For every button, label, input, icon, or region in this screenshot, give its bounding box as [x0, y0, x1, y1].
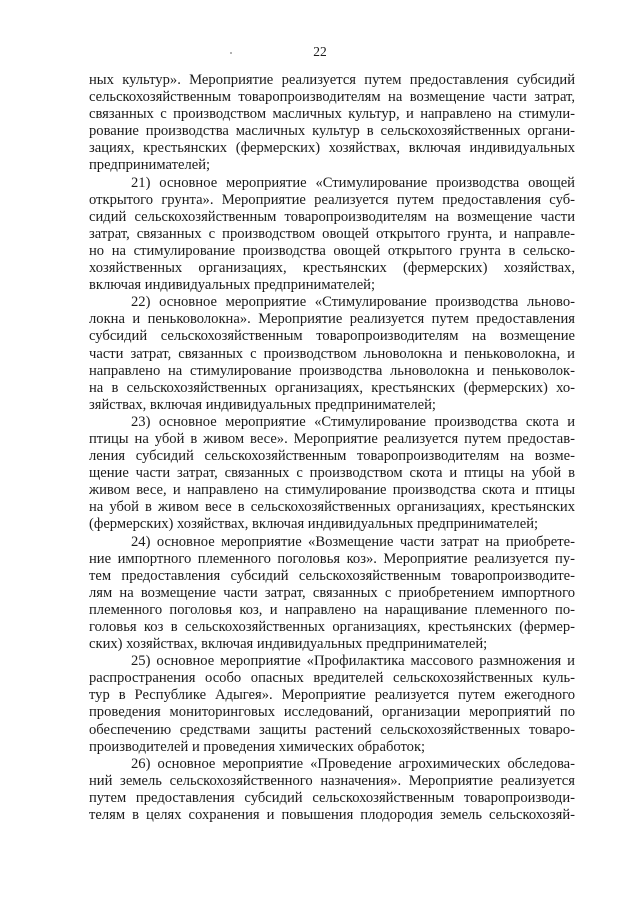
text-line: обеспечению средствами защиты растений сельскохозяйственных товаро-	[89, 721, 575, 738]
text-line: открытого грунта». Мероприятие реализуется путем предоставления суб-	[89, 191, 575, 208]
text-line: головья коз в сельскохозяйственных организациях, крестьянских (фермер-	[89, 619, 575, 635]
page-number: 22	[313, 44, 327, 59]
text-line: племенного поголовья коз, и направлено на наращивание племенного по-	[89, 601, 575, 618]
text-line: ных культур». Мероприятие реализуется путем предоставления субсидий	[89, 72, 575, 88]
text-line: ние импортного племенного поголовья коз». Мероприятие реализуется пу-	[89, 550, 575, 567]
text-line: распространения особо опасных вредителей сельскохозяйственных куль-	[89, 670, 575, 687]
text-line: 24) основное мероприятие «Возмещение части затрат на приобрете-	[131, 533, 575, 550]
text-line: щение части затрат, связанных с производством скота и птицы на убой в	[89, 465, 575, 482]
text-line: локна и пеньковолокна». Мероприятие реализуется путем предоставления	[89, 311, 575, 328]
text-line: предпринимателей;	[89, 157, 211, 174]
text-line: 22) основное мероприятие «Стимулирование производства льново-	[131, 294, 575, 311]
text-line: производителей и проведения химических обработок;	[89, 738, 426, 755]
text-line: проведения мониторинговых исследований, организации мероприятий по	[89, 704, 575, 721]
text-line: но на стимулирование производства овощей открытого грунта в сельско-	[89, 242, 575, 259]
text-line: направлено на стимулирование производства льноволокна и пеньковолок-	[89, 362, 575, 379]
text-line: части затрат, связанных с производством льноволокна и пеньковолокна, и	[89, 345, 575, 362]
text-line: затрат, связанных с производством овощей открытого грунта, и направле-	[89, 225, 575, 242]
text-line: 21) основное мероприятие «Стимулирование производства овощей	[131, 174, 575, 191]
text-line: (фермерских) хозяйствах, включая индивидуальных предпринимателей;	[89, 516, 539, 533]
text-line: ления субсидий сельскохозяйственным товаропроизводителям на возме-	[89, 448, 575, 465]
document-body	[89, 72, 575, 824]
text-line: 25) основное мероприятие «Профилактика массового размножения и	[131, 653, 575, 670]
text-line: ний земель сельскохозяйственного назначения». Мероприятие реализуется	[89, 772, 575, 789]
text-line: зяйствах, включая индивидуальных предпринимателей;	[89, 396, 436, 413]
text-line: 23) основное мероприятие «Стимулирование производства скота и	[131, 413, 575, 430]
text-line: сидий сельскохозяйственным товаропроизводителям на возмещение части	[89, 208, 575, 225]
text-line: тем предоставления субсидий сельскохозяйственным товаропроизводите-	[89, 567, 575, 584]
text-line: субсидий сельскохозяйственным товаропроизводителям на возмещение	[89, 328, 575, 345]
text-line: рование производства масличных культур в сельскохозяйственных органи-	[89, 123, 575, 140]
text-line: путем предоставления субсидий сельскохозяйственным товаропроизводи-	[89, 789, 575, 806]
text-line: тур в Республике Адыгея». Мероприятие реализуется путем ежегодного	[89, 687, 575, 704]
text-line: лям на возмещение части затрат, связанных с приобретением импортного	[89, 584, 575, 601]
text-line: телям в целях сохранения и повышения плодородия земель сельскохозяй-	[89, 807, 575, 824]
text-line: на в сельскохозяйственных организациях, крестьянских (фермерских) хо-	[89, 379, 575, 396]
text-line: связанных с производством масличных культур, и направлено на стимули-	[89, 106, 575, 123]
text-line: птицы на убой в живом весе». Мероприятие реализуется путем предостав-	[89, 430, 575, 447]
scan-speck	[230, 52, 232, 54]
text-line: хозяйственных организациях, крестьянских (фермерских) хозяйствах,	[89, 260, 575, 277]
text-line: на убой в живом весе в сельскохозяйственных организациях, крестьянских	[89, 499, 575, 516]
text-line: 26) основное мероприятие «Проведение агрохимических обследова-	[131, 755, 575, 772]
text-line: зациях, крестьянских (фермерских) хозяйствах, включая индивидуальных	[89, 140, 575, 157]
text-line: ских) хозяйствах, включая индивидуальных предпринимателей;	[89, 636, 488, 653]
text-line: сельскохозяйственным товаропроизводителям на возмещение части затрат,	[89, 89, 575, 106]
text-line: живом весе, и направлено на стимулирование производства скота и птицы	[89, 482, 575, 499]
text-line: включая индивидуальных предпринимателей;	[89, 277, 376, 294]
